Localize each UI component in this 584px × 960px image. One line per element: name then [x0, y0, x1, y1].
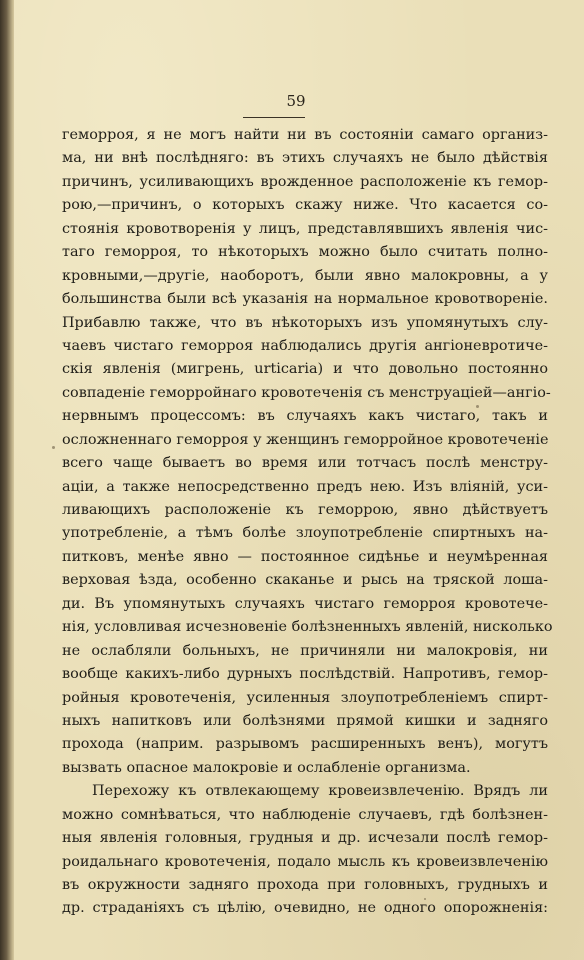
text-line: употребленiе, а тѣмъ болѣе злоупотребленiе спиртныхъ на- [62, 525, 548, 542]
text-line: ныя явленiя головныя, грудныя и др. исчезали послѣ гемор- [62, 830, 548, 847]
text-line: всего чаще бываетъ во время или тотчасъ послѣ менстру- [62, 455, 548, 472]
text-line: прохода (наприм. разрывомъ расширенныхъ венъ), могутъ [62, 736, 548, 753]
paper-speck [52, 446, 55, 449]
paragraph-start-line: Перехожу къ отвлекающему кровеизвлеченiю. Врядъ ли [92, 783, 548, 800]
text-line: скiя явленiя (мигрень, urticaria) и что довольно постоянно [62, 361, 548, 378]
text-line: чаевъ чистаго геморроя наблюдались другiя ангiоневротиче- [62, 337, 548, 354]
page-number: 59 [286, 92, 306, 110]
text-line: ныхъ напитковъ или болѣзнями прямой кишки и задняго [62, 712, 548, 729]
text-line: ди. Въ упомянутыхъ случаяхъ чистаго геморроя кровотече- [62, 595, 548, 612]
text-line: можно сомнѣваться, что наблюденiе случаевъ, гдѣ болѣзнен- [62, 806, 548, 823]
text-line: стоянiя кровотворенiя у лицъ, представлявшихъ явленiя чис- [62, 220, 548, 237]
text-line: нервнымъ процессомъ: въ случаяхъ какъ чистаго, такъ и [62, 408, 548, 425]
text-line: роидальнаго кровотеченiя, подало мысль къ кровеизвлеченiю [62, 853, 548, 870]
text-line: вообще какихъ-либо дурныхъ послѣдствiй. Напротивъ, гемор- [62, 666, 548, 683]
text-line: въ окружности задняго прохода при головныхъ, грудныхъ и [62, 877, 548, 893]
text-line: питковъ, менѣе явно — постоянное сидѣнье и неумѣренная [62, 548, 548, 565]
text-line: причинъ, усиливающихъ врожденное расположенiе къ гемор- [62, 173, 548, 190]
text-line: совпаденiе геморройнаго кровотеченiя съ менструацiей—ангiо- [62, 384, 551, 401]
text-line: большинства были всѣ указанiя на нормальное кровотворенiе. [62, 291, 548, 308]
header-rule [243, 117, 305, 118]
text-line: ливающихъ расположенiе къ геморрою, явно дѣйствуетъ [62, 502, 548, 518]
body-text [62, 124, 553, 921]
text-line: кровными,—другiе, наоборотъ, были явно малокровны, а у [62, 267, 548, 284]
text-line: ма, ни внѣ послѣдняго: въ этихъ случаяхъ не было дѣйствiя [62, 150, 548, 167]
text-line: нiя, условливая исчезновенiе болѣзненныхъ явленiй, нисколько [62, 619, 553, 636]
text-line: ацiи, а также непосредственно предъ нею. Изъ влiянiй, уси- [62, 478, 548, 495]
text-line: геморроя, я не могъ найти ни въ состоянiи самаго организ- [62, 127, 548, 143]
text-line: осложненнаго геморроя у женщинъ геморройное кровотеченiе [62, 431, 549, 448]
text-line: таго геморроя, то нѣкоторыхъ можно было считать полно- [62, 244, 548, 261]
text-line: верховая ѣзда, особенно скаканье и рысь на тряской лоша- [62, 572, 548, 589]
text-line: ройныя кровотеченiя, усиленныя злоупотребленiемъ спирт- [62, 689, 548, 706]
text-line: Прибавлю также, что въ нѣкоторыхъ изъ упомянутыхъ слу- [62, 314, 548, 331]
text-line: рою,—причинъ, о которыхъ скажу ниже. Что касается со- [62, 197, 548, 214]
text-line: вызвать опасное малокровiе и ослабленiе организма. [62, 759, 471, 776]
text-line: не ослабляли больныхъ, не причиняли ни малокровiя, ни [62, 642, 548, 659]
text-line: др. страданiяхъ съ цѣлiю, очевидно, не одного опорожненiя: [62, 900, 548, 917]
